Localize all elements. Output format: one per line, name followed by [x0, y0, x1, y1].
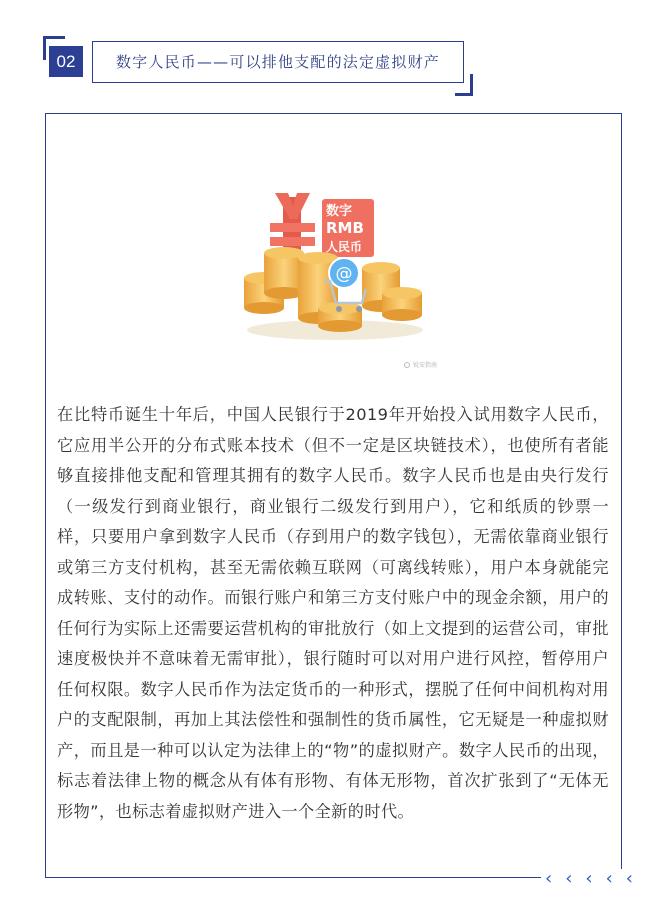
chevron-left-icon: ‹ — [545, 868, 553, 889]
chevron-left-icon: ‹ — [605, 868, 613, 889]
image-watermark — [404, 360, 437, 369]
chevron-left-icon: ‹ — [585, 868, 593, 889]
sign-text-3: 人民币 — [326, 240, 363, 254]
section-header — [43, 36, 473, 96]
at-symbol-icon: @ — [335, 264, 353, 284]
chevron-left-icon: ‹ — [565, 868, 573, 889]
decorative-chevron-row — [541, 869, 637, 889]
header-corner-bracket-bottom-right — [455, 74, 473, 96]
watermark-logo-icon — [404, 362, 410, 368]
watermark-text: 锐安指南 — [413, 362, 438, 369]
digital-rmb-coins-illustration — [240, 185, 430, 345]
sign-text-2: RMB — [326, 219, 364, 237]
section-title-frame — [92, 41, 464, 83]
sign-text-1: 数字 — [326, 204, 353, 219]
article-paragraph: 在比特币诞生十年后，中国人民银行于2019年开始投入试用数字人民币，它应用半公开的分布式账本技术（但不一定是区块链技术），也使所有者能够直接排他支配和管理其拥有的数字人民币。数字人民币也是由央行发行（一级发行到商业银行，商业银行二级发行到用户），它和纸质的钞票一样，只要用户拿到数字人民币（存到用户的数字钱包），无需依靠商业银行或第三方支付机构，甚至无需依赖互联网（可离线转账），用户本身就能完成转账、支付的动作。而银行账户和第三方支付账户中的现金余额，用户的任何行为实际上还需要运营机构的审批放行（如上文提到的运营公司，审批速度极快并不意味着无需审批），银行随时可以对用户进行风控，暂停用户任何权限。数字人民币作为法定货币的一种形式，摆脱了任何中间机构对用户的支配限制，再加上其法偿性和强制性的货币属性，它无疑是一种虚拟财产，而且是一种可以认定为法律上的“物”的虚拟财产。数字人民币的出现，标志着法律上物的概念从有体有形物、有体无形物，首次扩张到了“无体无形物”，也标志着虚拟财产进入一个全新的时代。 — [57, 405, 609, 821]
rmb-sign-block — [322, 199, 374, 257]
chevron-left-icon: ‹ — [625, 868, 633, 889]
section-number-badge: 02 — [49, 46, 83, 77]
section-title: 数字人民币——可以排他支配的法定虚拟财产 — [115, 53, 440, 71]
